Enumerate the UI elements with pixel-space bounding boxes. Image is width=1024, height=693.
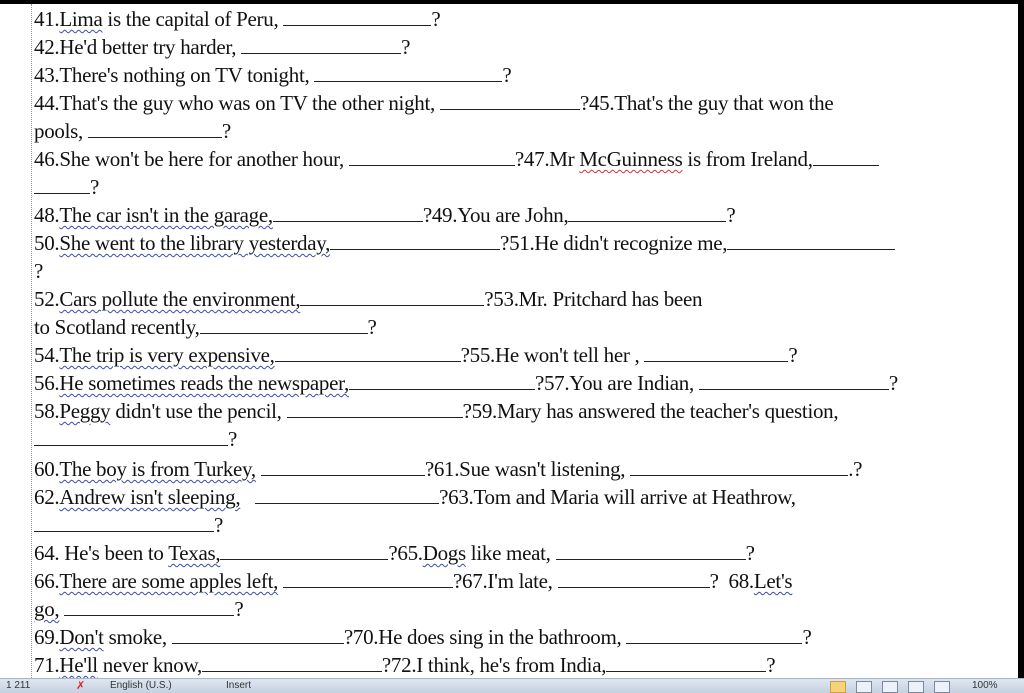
line-text: ? — [214, 513, 224, 537]
line-text: ? — [766, 653, 776, 677]
exercise-line[interactable] — [34, 90, 833, 116]
flagged-text: McGuinness — [579, 147, 683, 171]
exercise-line[interactable] — [34, 62, 511, 88]
exercise-line[interactable] — [34, 118, 231, 144]
line-text: 43.There's nothing on TV tonight, — [34, 63, 315, 87]
line-text: 42.He'd better try harder, — [34, 35, 242, 59]
language-indicator[interactable]: English (U.S.) — [110, 680, 172, 691]
exercise-line[interactable] — [34, 202, 735, 228]
line-text: smoke, — [103, 625, 172, 649]
web-layout-view-icon[interactable] — [882, 681, 898, 693]
answer-blank[interactable] — [220, 541, 388, 560]
answer-blank[interactable] — [727, 231, 895, 250]
answer-blank[interactable] — [200, 315, 368, 334]
flagged-text: Texas, — [168, 541, 221, 565]
line-text: 50. — [34, 231, 60, 255]
exercise-line[interactable] — [34, 426, 237, 452]
print-layout-view-icon[interactable] — [830, 681, 846, 693]
status-bar — [0, 678, 1024, 693]
flagged-text: Dogs — [422, 541, 466, 565]
line-text — [240, 485, 255, 509]
line-text: ? — [90, 175, 100, 199]
line-text: is the capital of Peru, — [102, 7, 284, 31]
line-text: ?59.Mary has answered the teacher's question, — [462, 399, 839, 423]
flagged-text: Don't — [59, 625, 104, 649]
full-screen-view-icon[interactable] — [856, 681, 872, 693]
flagged-text: The trip is very expensive, — [59, 343, 275, 367]
exercise-line[interactable] — [34, 34, 410, 60]
line-text: ? — [788, 343, 798, 367]
answer-blank[interactable] — [330, 231, 500, 250]
line-text: 56. — [34, 371, 60, 395]
answer-blank[interactable] — [261, 457, 425, 476]
flagged-text: She went to the library yesterday, — [59, 231, 331, 255]
line-text: 41. — [34, 7, 60, 31]
flagged-text: There are some apples left, — [59, 569, 279, 593]
line-text: 44.That's the guy who was on TV the other night, — [34, 91, 440, 115]
page-info[interactable]: 1 211 — [6, 680, 31, 691]
line-text: 69. — [34, 625, 60, 649]
answer-blank[interactable] — [172, 625, 344, 644]
line-text: ?72.I think, he's from India, — [381, 653, 607, 677]
line-text: 46.She won't be here for another hour, — [34, 147, 349, 171]
flagged-text: Andrew isn't sleeping, — [59, 485, 241, 509]
line-text: ?57.You are Indian, — [534, 371, 699, 395]
line-text: ? — [431, 7, 441, 31]
line-text: ?61.Sue wasn't listening, — [424, 457, 631, 481]
flagged-text: Lima — [59, 7, 103, 31]
line-text: ? — [502, 63, 512, 87]
answer-blank[interactable] — [558, 569, 710, 588]
exercise-line[interactable] — [34, 398, 838, 424]
zoom-level[interactable]: 100% — [972, 680, 998, 691]
exercise-line[interactable] — [34, 258, 43, 284]
draft-view-icon[interactable] — [934, 681, 950, 693]
proofing-error-icon[interactable]: ✗ — [76, 680, 86, 692]
line-text: is from Ireland, — [682, 147, 813, 171]
answer-blank[interactable] — [255, 485, 439, 504]
answer-blank[interactable] — [283, 569, 453, 588]
exercise-line[interactable] — [34, 596, 243, 622]
answer-blank[interactable] — [644, 343, 788, 362]
line-text: 60. — [34, 457, 60, 481]
line-text: ?51.He didn't recognize me, — [500, 231, 728, 255]
answer-blank[interactable] — [275, 343, 461, 362]
line-text: ?45.That's the guy that won the — [579, 91, 834, 115]
line-text: ?55.He won't tell her , — [460, 343, 645, 367]
exercise-line[interactable] — [34, 146, 879, 172]
answer-blank[interactable] — [699, 371, 889, 390]
line-text: ? — [367, 315, 377, 339]
line-text: ?49.You are John, — [422, 203, 569, 227]
exercise-line[interactable] — [34, 286, 702, 312]
line-text: .? — [848, 457, 863, 481]
flagged-text: He'll — [59, 653, 98, 677]
answer-blank[interactable] — [556, 541, 746, 560]
line-text: 58. — [34, 399, 60, 423]
exercise-line[interactable] — [34, 314, 377, 340]
line-text: ?65. — [388, 541, 423, 565]
answer-blank[interactable] — [34, 513, 214, 532]
line-text: ?70.He does sing in the bathroom, — [343, 625, 627, 649]
exercise-line[interactable] — [34, 230, 895, 256]
line-text: ? — [234, 597, 244, 621]
line-text: ? — [745, 541, 755, 565]
answer-blank[interactable] — [287, 399, 463, 418]
exercise-line[interactable] — [34, 174, 99, 200]
answer-blank[interactable] — [300, 287, 484, 306]
line-text: 54. — [34, 343, 60, 367]
document-page[interactable] — [0, 4, 1018, 678]
line-text: 52. — [34, 287, 60, 311]
exercise-line[interactable] — [34, 540, 755, 566]
line-text: ? — [228, 427, 238, 451]
answer-blank[interactable] — [606, 653, 766, 672]
line-text: ? — [34, 259, 44, 283]
line-text: ? — [802, 625, 812, 649]
answer-blank[interactable] — [202, 653, 382, 672]
answer-blank[interactable] — [349, 371, 535, 390]
flagged-text: go, — [34, 597, 60, 621]
flagged-text: The boy is from Turkey, — [59, 457, 256, 481]
answer-blank[interactable] — [88, 119, 222, 138]
exercise-line[interactable] — [34, 456, 862, 482]
flagged-text: Peggy — [59, 399, 111, 423]
answer-blank[interactable] — [64, 597, 234, 616]
line-text: ? — [221, 119, 231, 143]
line-text: ?63.Tom and Maria will arrive at Heathrow, — [439, 485, 796, 509]
exercise-line[interactable] — [34, 512, 223, 538]
exercise-line[interactable] — [34, 484, 796, 510]
answer-blank[interactable] — [440, 91, 580, 110]
line-text: ? — [726, 203, 736, 227]
outline-view-icon[interactable] — [908, 681, 924, 693]
flagged-text: Cars pollute the environment, — [59, 287, 301, 311]
answer-blank[interactable] — [273, 203, 423, 222]
answer-blank[interactable] — [34, 427, 228, 446]
answer-blank[interactable] — [283, 7, 431, 26]
line-text: ? 68. — [709, 569, 754, 593]
exercise-line[interactable] — [34, 370, 898, 396]
exercise-line[interactable] — [34, 624, 811, 650]
line-text: 62. — [34, 485, 60, 509]
line-text: like meat, — [465, 541, 556, 565]
flagged-text: He sometimes reads the newspaper, — [59, 371, 349, 395]
answer-blank[interactable] — [241, 35, 401, 54]
mode-indicator[interactable]: Insert — [226, 680, 252, 691]
flagged-text: The car isn't in the garage, — [59, 203, 273, 227]
line-text: 71. — [34, 653, 60, 677]
flagged-text: Let's — [753, 569, 793, 593]
line-text: ? — [888, 371, 898, 395]
line-text: ?47.Mr — [514, 147, 580, 171]
line-text: pools, — [34, 119, 88, 143]
line-text: ?67.I'm late, — [453, 569, 558, 593]
line-text: didn't use the pencil, — [110, 399, 287, 423]
exercise-line[interactable] — [34, 652, 775, 678]
line-text: ? — [401, 35, 411, 59]
answer-blank[interactable] — [630, 457, 848, 476]
answer-blank[interactable] — [568, 203, 726, 222]
line-text: 66. — [34, 569, 60, 593]
answer-blank[interactable] — [34, 175, 90, 194]
answer-blank[interactable] — [314, 63, 502, 82]
exercise-line[interactable] — [34, 342, 797, 368]
margin-guide — [31, 4, 32, 678]
answer-blank[interactable] — [813, 147, 879, 166]
line-text: to Scotland recently, — [34, 315, 200, 339]
line-text: ?53.Mr. Pritchard has been — [484, 287, 703, 311]
answer-blank[interactable] — [349, 147, 515, 166]
line-text: 48. — [34, 203, 60, 227]
line-text: 64. He's been to — [34, 541, 169, 565]
line-text: never know, — [97, 653, 202, 677]
exercise-line[interactable] — [34, 568, 792, 594]
exercise-line[interactable] — [34, 6, 440, 32]
answer-blank[interactable] — [626, 625, 802, 644]
